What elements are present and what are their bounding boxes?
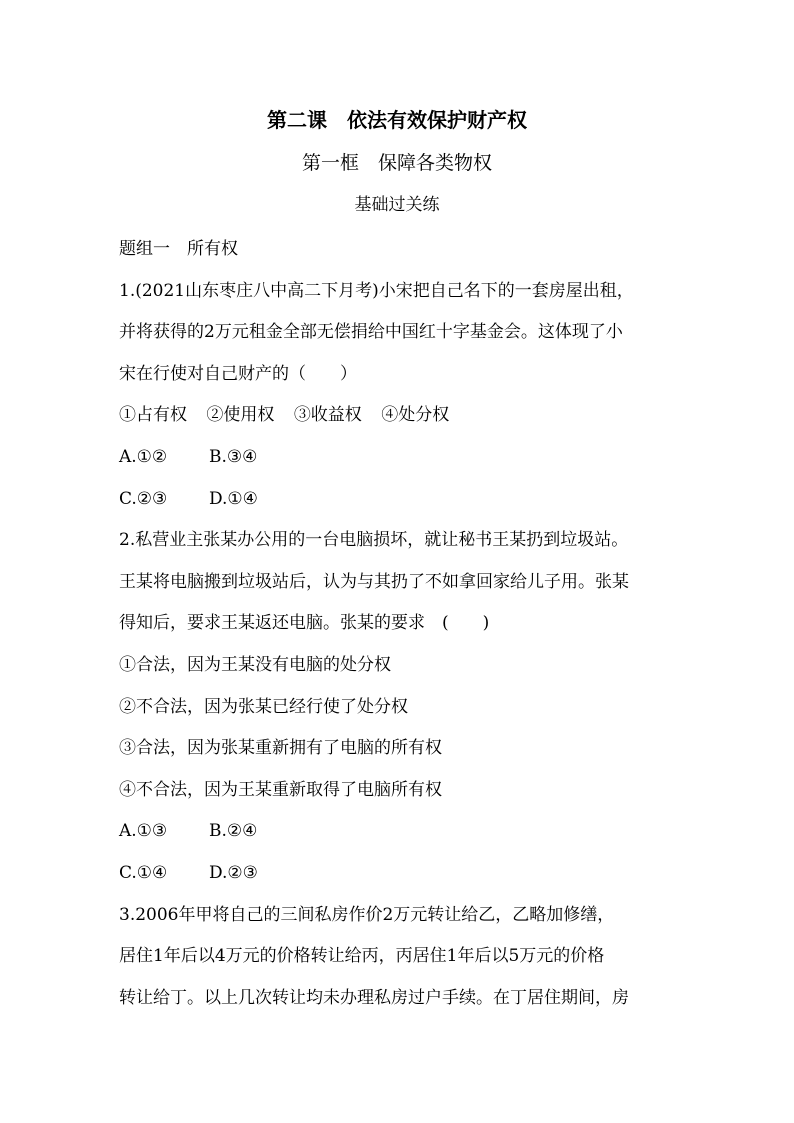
q1-statements: [119, 395, 689, 437]
q2-option-b: B.②④: [209, 821, 258, 842]
q1-statement-3: ③收益权: [293, 405, 362, 426]
q2-option-c: C.①④: [119, 862, 168, 883]
q1-options-row-2: [119, 479, 689, 521]
q2-line-1: 2.私营业主张某办公用的一台电脑损坏，就让秘书王某扔到垃圾站。: [119, 530, 629, 551]
q3-line-1: 3.2006年甲将自己的三间私房作价2万元转让给乙，乙略加修缮，: [119, 904, 615, 925]
q2-line-3: 得知后，要求王某返还电脑。张某的要求 ( ): [119, 613, 490, 634]
q1-option-b: B.③④: [209, 446, 258, 467]
q2-line-2: 王某将电脑搬到垃圾站后，认为与其扔了不如拿回家给儿子用。张某: [119, 571, 629, 592]
q1-options-row-1: [119, 437, 689, 479]
lesson-title: 第二课 依法有效保护财产权: [267, 108, 527, 132]
q1-statement-2: ②使用权: [206, 405, 275, 426]
section-title: 基础过关练: [354, 195, 440, 215]
q3-line-3: 转让给丁。以上几次转让均未办理私房过户手续。在丁居住期间，房: [119, 987, 629, 1008]
q2-options-row-1: [119, 811, 689, 853]
q2-option-a: A.①③: [119, 821, 168, 842]
q1-option-d: D.①④: [209, 488, 258, 509]
q2-options-row-2: [119, 853, 689, 895]
q1-line-1: 1.(2021山东枣庄八中高二下月考)小宋把自己名下的一套房屋出租，: [119, 280, 634, 301]
group-title: 题组一 所有权: [119, 239, 238, 259]
q1-line-2: 并将获得的2万元租金全部无偿捐给中国红十字基金会。这体现了小: [119, 322, 623, 343]
q1-line-3: 宋在行使对自己财产的（ ）: [119, 363, 357, 384]
q3-line-2: 居住1年后以4万元的价格转让给丙，丙居住1年后以5万元的价格: [119, 946, 605, 967]
q2-statement-2: ②不合法，因为张某已经行使了处分权: [119, 696, 408, 717]
q1-option-c: C.②③: [119, 488, 168, 509]
q2-option-d: D.②③: [209, 862, 258, 883]
q1-option-a: A.①②: [119, 446, 168, 467]
q1-statement-1: ①占有权: [119, 405, 187, 426]
q1-statement-4: ④处分权: [381, 405, 450, 426]
q2-statement-3: ③合法，因为张某重新拥有了电脑的所有权: [119, 738, 442, 759]
question-content: [119, 229, 689, 1019]
frame-title: 第一框 保障各类物权: [301, 152, 492, 174]
q2-statement-1: ①合法，因为王某没有电脑的处分权: [119, 654, 391, 675]
q2-statement-4: ④不合法，因为王某重新取得了电脑所有权: [119, 779, 442, 800]
